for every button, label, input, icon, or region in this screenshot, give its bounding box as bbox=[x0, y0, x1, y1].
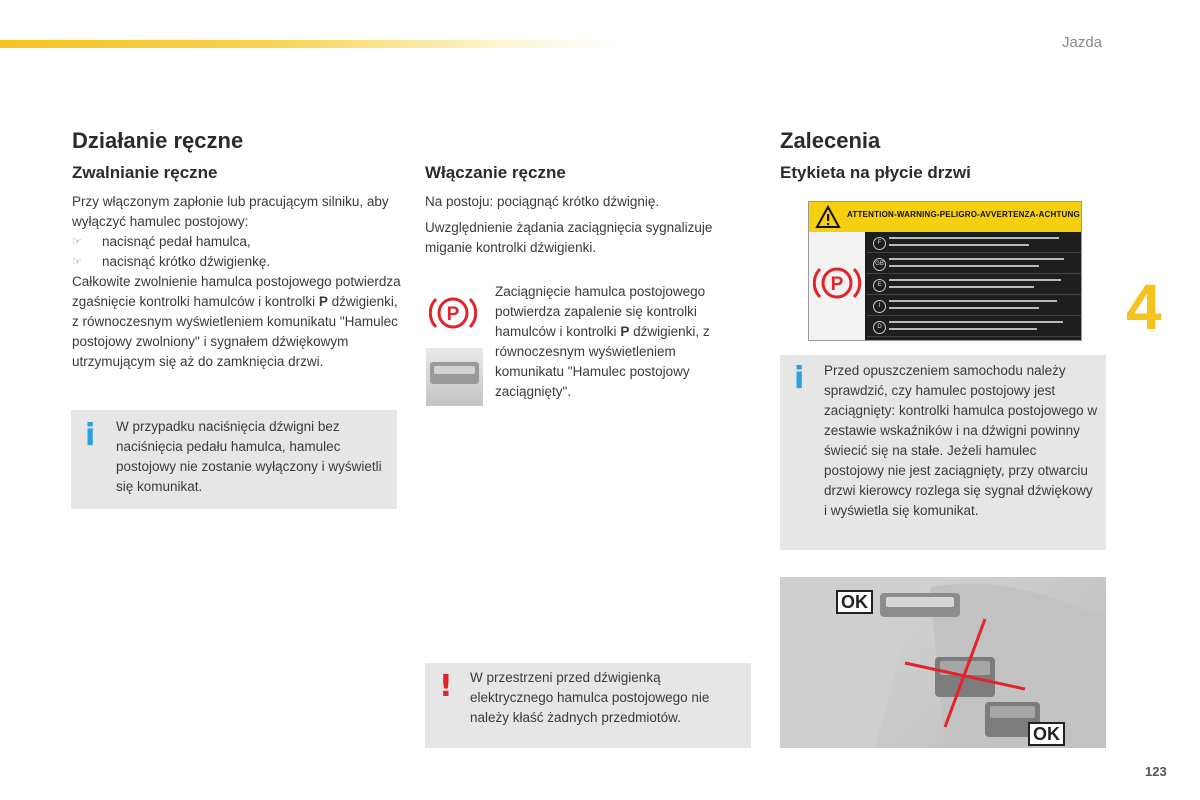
info-icon: i bbox=[85, 418, 96, 453]
label-row bbox=[867, 274, 1081, 295]
left-section-title: Działanie ręczne bbox=[72, 128, 244, 153]
language-flag: F bbox=[873, 237, 886, 250]
door-label-heading: Etykieta na płycie drzwi bbox=[780, 163, 971, 182]
lever-highlight bbox=[434, 366, 475, 374]
label-row bbox=[867, 253, 1081, 274]
info-text: W przypadku naciśnięcia dźwigni bez naciśnięcia pedału hamulca, hamulec postojowy nie zostanie wyłączony i wyświetli się komunikat. bbox=[116, 419, 382, 494]
info-icon: i bbox=[794, 361, 805, 396]
lever-photo bbox=[426, 348, 483, 406]
warning-text: W przestrzeni przed dźwigienką elektrycznego hamulca postojowego nie należy kłaść żadnych przedmiotów. bbox=[470, 670, 710, 725]
hand-pointer-icon: ☞ bbox=[72, 256, 82, 268]
parking-brake-label-icon bbox=[813, 262, 861, 304]
bullet-text: nacisnąć krótko dźwigienkę. bbox=[102, 254, 271, 269]
info-box-recommendation bbox=[780, 355, 1106, 550]
apply-heading: Włączanie ręczne bbox=[425, 163, 566, 182]
hand-pointer-icon: ☞ bbox=[72, 236, 82, 248]
warning-icon: ! bbox=[439, 669, 453, 704]
release-text bbox=[72, 192, 402, 372]
apply-text: Na postoju: pociągnąć krótko dźwignię. Uwzględnienie żądania zaciągnięcia sygnalizuje miganie kontrolki dźwigienki. bbox=[425, 194, 713, 255]
warning-triangle-icon bbox=[815, 205, 841, 229]
ok-label: OK bbox=[1028, 722, 1065, 746]
language-flag: I bbox=[873, 300, 886, 313]
language-flag: E bbox=[873, 279, 886, 292]
section-title: Jazda bbox=[1062, 34, 1103, 51]
apply-confirmation: Zaciągnięcie hamulca postojowego potwierdza zapalenie się kontrolki hamulców i kontrolki P dźwigienki, z równoczesnym wyświetleniem komunikatu "Hamulec postojowy zaciągnięty". bbox=[495, 284, 710, 399]
label-row bbox=[867, 316, 1081, 337]
right-section-title: Zalecenia bbox=[780, 128, 881, 153]
info-box-release bbox=[71, 410, 397, 509]
label-header bbox=[809, 202, 1081, 232]
header-accent-bar bbox=[0, 40, 620, 48]
door-warning-label bbox=[808, 201, 1082, 341]
release-confirmation: Całkowite zwolnienie hamulca postojowego potwierdza zgaśnięcie kontrolki hamulców i kontrolki P dźwigienki, z równoczesnym wyświetleniem komunikatu "Hamulec postojowy zwolniony" i sygnałem dźwiękowym utrzymującym się aż do zamknięcia drzwi. bbox=[72, 274, 401, 369]
warning-box bbox=[425, 663, 751, 748]
parking-brake-warning-icon bbox=[429, 292, 477, 334]
bullet-text: nacisnąć pedał hamulca, bbox=[102, 234, 251, 249]
info-text: Przed opuszczeniem samochodu należy sprawdzić, czy hamulec postojowy jest zaciągnięty: kontrolki hamulca postojowego w zestawie wskaźników i na dźwigni powinny świecić się na stałe. Jeżeli hamulec postojowy nie jest zaciągnięty, przy otwarciu drzwi kierowcy rozlega się sygnał dźwiękowy i wyświetla się komunikat. bbox=[824, 363, 1098, 518]
language-flag: D bbox=[873, 321, 886, 334]
page-number: 123 bbox=[1145, 764, 1167, 779]
label-row bbox=[867, 232, 1081, 253]
svg-text:P: P bbox=[830, 274, 844, 295]
list-item bbox=[72, 232, 402, 252]
list-item bbox=[72, 252, 402, 272]
language-flag: GB bbox=[873, 258, 886, 271]
release-heading: Zwalnianie ręczne bbox=[72, 163, 218, 182]
label-row bbox=[867, 295, 1081, 316]
svg-text:P: P bbox=[446, 304, 460, 325]
ok-label: OK bbox=[836, 590, 873, 614]
label-header-text: ATTENTION-WARNING-PELIGRO-AVVERTENZA-ACHTUNG bbox=[847, 210, 1080, 219]
release-intro: Przy włączonym zapłonie lub pracującym silniku, aby wyłączyć hamulec postojowy: bbox=[72, 194, 389, 229]
chapter-number: 4 bbox=[1126, 271, 1162, 343]
console-photo bbox=[780, 577, 1106, 748]
